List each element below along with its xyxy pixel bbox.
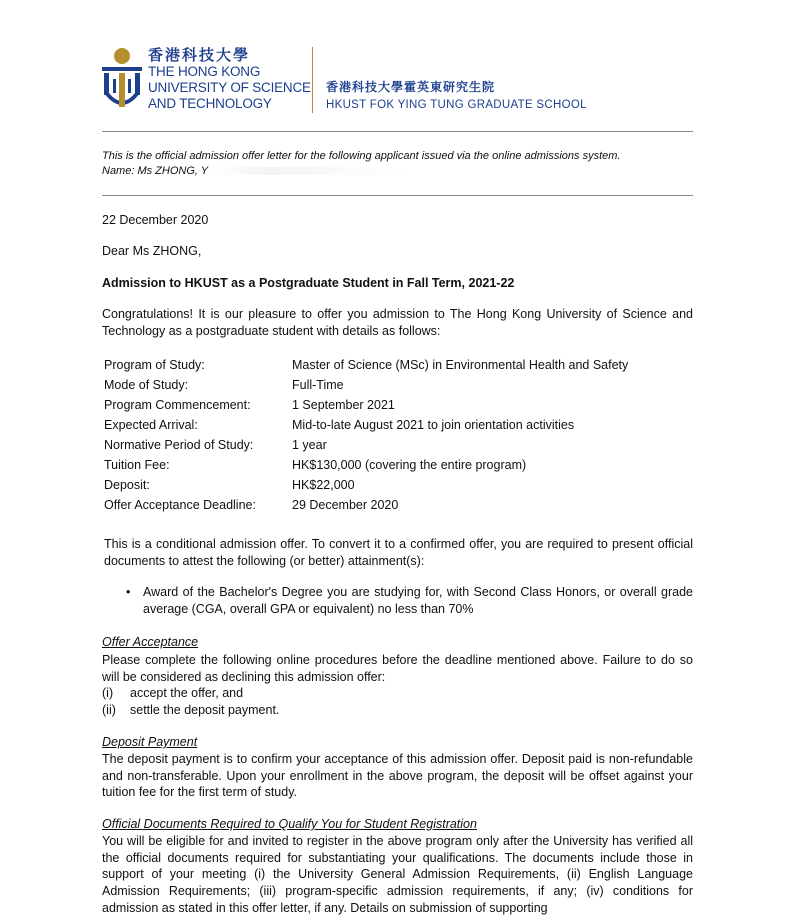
deposit-payment-body: The deposit payment is to confirm your acceptance of this admission offer. Deposit paid is non-refundable and non-transferable. Upon your enrollment in the above program, the deposit will be offset against your tuition fee for the first term of study. <box>102 752 693 800</box>
offer-acceptance-body: Please complete the following online procedures before the deadline mentioned above. Failure to do so will be considered as declining this admission offer: <box>102 653 693 684</box>
detail-value: 1 September 2021 <box>292 398 395 412</box>
redacted-name <box>208 167 408 175</box>
step-number: (ii) <box>102 702 116 717</box>
table-row <box>102 455 630 475</box>
notice-line-1: This is the official admission offer letter for the following applicant issued via the online admissions system. <box>102 150 621 162</box>
hkust-logo <box>102 47 312 117</box>
list-item <box>102 685 693 702</box>
logo-divider <box>312 47 313 113</box>
detail-label: Deposit: <box>104 478 150 492</box>
university-name-en-line3: AND TECHNOLOGY <box>148 96 272 111</box>
table-row <box>102 395 630 415</box>
detail-label: Normative Period of Study: <box>104 438 254 452</box>
graduate-school-name-en: HKUST FOK YING TUNG GRADUATE SCHOOL <box>326 99 587 111</box>
official-notice <box>102 149 693 179</box>
letter-subject: Admission to HKUST as a Postgraduate Student in Fall Term, 2021-22 <box>102 276 515 290</box>
detail-value: HK$22,000 <box>292 478 355 492</box>
notice-line-2 <box>102 164 693 179</box>
salutation: Dear Ms ZHONG, <box>102 244 202 258</box>
detail-label: Tuition Fee: <box>104 458 170 472</box>
detail-label: Program Commencement: <box>104 398 251 412</box>
detail-value: Mid-to-late August 2021 to join orientation activities <box>292 418 575 432</box>
detail-value: HK$130,000 (covering the entire program) <box>292 458 527 472</box>
letter-date: 22 December 2020 <box>102 213 209 227</box>
condition-text: Award of the Bachelor's Degree you are studying for, with Second Class Honors, or overall grade average (CGA, overall GPA or equivalent) no less than 70% <box>143 585 693 616</box>
hkust-crest-icon <box>102 47 142 115</box>
table-row <box>102 435 630 455</box>
list-item <box>102 702 693 719</box>
detail-value: Full-Time <box>292 378 344 392</box>
header-divider <box>102 131 693 132</box>
detail-label: Expected Arrival: <box>104 418 198 432</box>
table-row <box>102 475 630 495</box>
detail-label: Offer Acceptance Deadline: <box>104 498 256 512</box>
intro-paragraph: Congratulations! It is our pleasure to offer you admission to The Hong Kong University of Science and Technology as a postgraduate student with details as follows: <box>102 307 693 338</box>
step-number: (i) <box>102 686 114 700</box>
table-row <box>102 415 630 435</box>
offer-acceptance-heading: Offer Acceptance <box>102 635 199 649</box>
bullet-icon: • <box>126 585 131 599</box>
detail-label: Program of Study: <box>104 358 205 372</box>
notice-divider <box>102 195 693 196</box>
applicant-name: Name: Ms ZHONG, Y <box>102 165 209 177</box>
table-row <box>102 355 630 375</box>
table-row <box>102 375 630 395</box>
admission-details-table <box>102 355 630 515</box>
university-name <box>148 47 318 112</box>
table-row <box>102 495 630 515</box>
detail-label: Mode of Study: <box>104 378 189 392</box>
university-name-en-line2: UNIVERSITY OF SCIENCE <box>148 80 311 95</box>
university-name-en-line1: THE HONG KONG <box>148 64 261 79</box>
step-text: settle the deposit payment. <box>130 702 280 717</box>
step-text: accept the offer, and <box>130 686 244 700</box>
graduate-school-name-zh: 香港科技大學霍英東研究生院 <box>326 80 496 94</box>
university-name-zh: 香港科技大學 <box>148 47 251 64</box>
detail-value: Master of Science (MSc) in Environmental Health and Safety <box>292 358 629 372</box>
offer-acceptance-steps <box>102 685 693 718</box>
deposit-payment-heading: Deposit Payment <box>102 735 198 749</box>
official-documents-body: You will be eligible for and invited to register in the above program only after the University has verified all the official documents required for substantiating your qualifications. The documents include those in support of your meeting (i) the University General Admission Requirements, (ii) English Language Admission Requirements; (iii) program-specific admission requirements, if any; (iv) conditions for admission as stated in this offer letter, if any. Details on submission of supporting <box>102 834 693 915</box>
detail-value: 29 December 2020 <box>292 498 399 512</box>
detail-value: 1 year <box>292 438 327 452</box>
official-documents-heading: Official Documents Required to Qualify You for Student Registration <box>102 817 477 831</box>
conditional-offer-paragraph: This is a conditional admission offer. To convert it to a confirmed offer, you are required to present official documents to attest the following (or better) attainment(s): <box>104 537 693 568</box>
